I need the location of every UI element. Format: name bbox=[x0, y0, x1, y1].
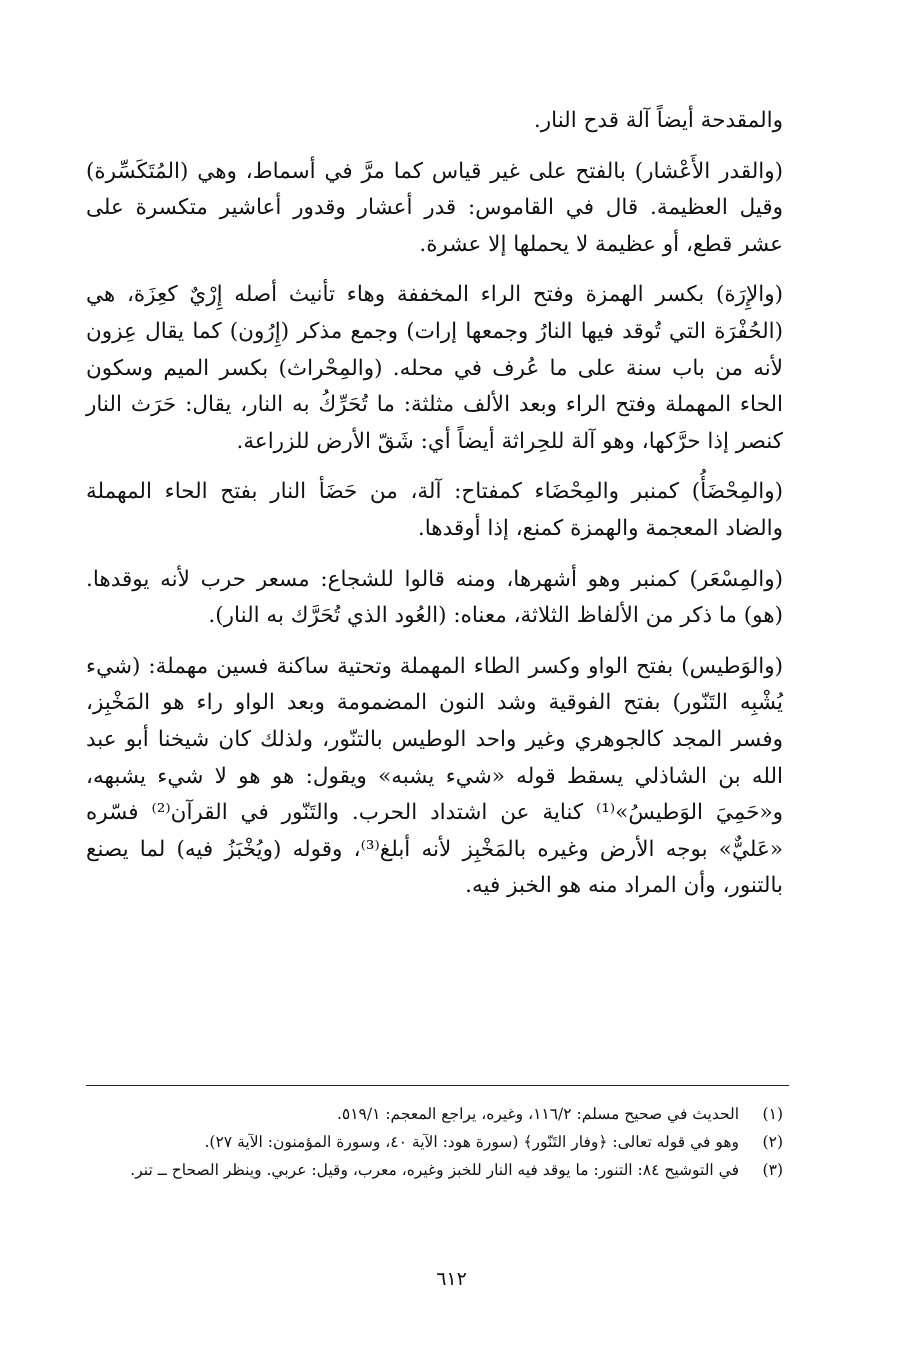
footnote-separator bbox=[86, 1085, 789, 1086]
paragraph-watis: (والوَطيس) بفتح الواو وكسر الطاء المهملة وتحتية ساكنة فسين مهملة: (شيء يُشْبِه التَنّور) بفتح الفوقية وشد النون المضمومة وبعد الواو راء هو المَخْبِز، وفسر المجد كالجوهري وغير واحد الوطيس بالتنّور، ولذلك كان شيخنا أبو عبد الله بن الشاذلي يسقط قوله «شيء يشبه» ويقول: هو هو لا شيء يشبهه، و«حَمِيَ الوَطيسُ»⁽¹⁾ كناية عن اشتداد الحرب. والتَنّور في القرآن⁽²⁾ فسّره «عَليٌّ» بوجه الأرض وغيره بالمَخْبِز لأنه أبلغ⁽³⁾، وقوله (ويُخْبَزُ فيه) لما يصنع بالتنور، وأن المراد منه هو الخبز فيه. bbox=[86, 653, 784, 899]
paragraph-ira: (والإِرَة) بكسر الهمزة وفتح الراء المخففة وهاء تأنيث أصله إِرْيٌ كعِزَة، هي (الحُفْرَة التي تُوقد فيها النارُ وجمعها إرات) وجمع مذكر (إِرُون) كما يقال عِزون لأنه من باب سنة على ما عُرف في محله. (والمِحْراث) بكسر الميم وسكون الحاء المهملة وفتح الراء وبعد الألف مثلثة: ما تُحَرِّكُ به النار، يقال: حَرَث النار كنصر إذا حرَّكها، وهو آلة للحِراثة أيضاً أي: شَقّ الأرض للزراعة. bbox=[86, 282, 783, 454]
footnotes bbox=[86, 1101, 783, 1185]
paragraph-miqdaha: والمقدحة أيضاً آلة قدح النار. bbox=[533, 108, 783, 133]
page-number: ٦١٢ bbox=[436, 1268, 467, 1290]
paragraph-misar: (والمِسْعَر) كمنبر وهو أشهرها، ومنه قالوا للشجاع: مسعر حرب لأنه يوقدها. (هو) ما ذكر من الألفاظ الثلاثة، معناه: (العُود الذي تُحَرَّك به النار). bbox=[86, 566, 783, 629]
footnote bbox=[86, 1157, 783, 1184]
footnote-text: وهو في قوله تعالى: ﴿وفار التَنّور﴾ (سورة هود: الآية ٤٠، وسورة المؤمنون: الآية ٢٧). bbox=[204, 1133, 739, 1151]
footnote-text: في التوشيح ٨٤: التنور: ما يوقد فيه النار للخبز وغيره، معرب، وقيل: عربي. وينظر الصحاح ــ تنر. bbox=[130, 1161, 739, 1179]
paragraph-qidr-ashar: (والقدر الأَعْشار) بالفتح على غير قياس كما مرَّ في أسماط، وهي (المُتَكَسِّرة) وقيل العظيمة. قال في القاموس: قدر أعشار وقدور أعاشير متكسرة على عشر قطع، أو عظيمة لا يحملها إلا عشرة. bbox=[86, 158, 783, 257]
footnote bbox=[86, 1129, 783, 1156]
main-text bbox=[86, 103, 783, 919]
footnote-text: الحديث في صحيح مسلم: ١١٦/٢، وغيره، يراجع المعجم: ٥١٩/١. bbox=[336, 1105, 739, 1123]
paragraph-mihda: (والمِحْضَأُ) كمنبر والمِحْضَاء كمفتاح: آلة، من حَضَأ النار بفتح الحاء المهملة والضاد المعجمة والهمزة كمنع، إذا أوقدها. bbox=[86, 479, 783, 541]
footnote-number: (٣) bbox=[762, 1161, 783, 1179]
footnote-number: (١) bbox=[762, 1105, 783, 1123]
footnote-number: (٢) bbox=[762, 1133, 783, 1151]
footnote bbox=[86, 1101, 783, 1128]
